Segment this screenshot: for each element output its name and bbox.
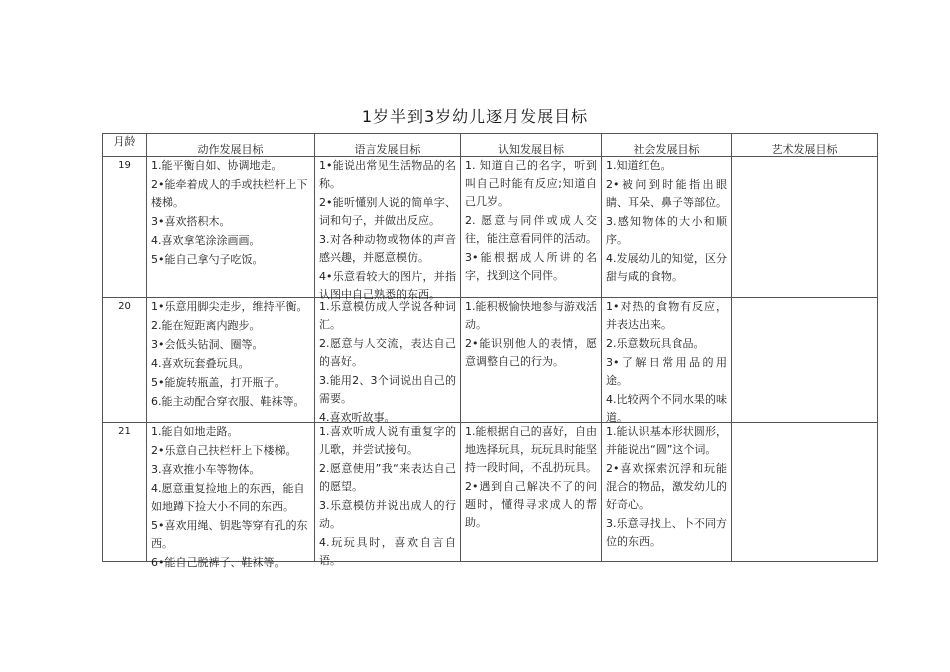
language-goals-cell [315, 157, 461, 301]
goal-item: 6.能主动配合穿衣服、鞋袜等。 [151, 395, 305, 408]
cognition-goals-cell [461, 423, 602, 562]
cognition-goals-list [465, 423, 597, 561]
art-goals-list [736, 423, 873, 561]
goal-item: 1•乐意用脚尖走步，维持平衡。 [151, 300, 308, 313]
age-cell: 20 [103, 298, 147, 423]
header-motor: 动作发展目标 [147, 134, 315, 157]
art-goals-list [736, 157, 873, 297]
goal-item: 5•能自己拿勺子吃饭。 [151, 253, 264, 266]
goal-item: 4.喜欢听故事。 [319, 411, 396, 424]
goal-item: 3•能根据成人所讲的名字，找到这个同伴。 [465, 251, 597, 282]
goal-item: 5•能旋转瓶盖，打开瓶子。 [151, 376, 286, 389]
goal-item: 2.愿意与人交流，表达自己的喜好。 [319, 337, 456, 368]
goal-item: 3.能用2、3个词说出自己的需要。 [319, 374, 456, 405]
art-goals-list [736, 298, 873, 422]
goal-item: 1.能平衡自如、协调地走。 [151, 159, 283, 172]
header-art: 艺术发展目标 [732, 134, 878, 157]
goal-item: 3.乐意寻找上、卜不同方位的东西。 [606, 517, 727, 548]
motor-goals-cell [147, 157, 315, 298]
header-language: 语言发展目标 [315, 134, 461, 157]
goal-item: 3.对各种动物或物体的声音感兴趣，并愿意模仿。 [319, 233, 456, 264]
goal-item: 2.乐意数玩具食品。 [606, 337, 705, 350]
goal-item: 4.比较两个不同水果的味道。 [606, 393, 727, 424]
header-social: 社会发展目标 [602, 134, 732, 157]
goal-item: 4•乐意看较大的图片，并指认图中自己熟悉的东西。 [319, 270, 456, 301]
goal-item: 4.喜欢拿笔涂涂画画。 [151, 234, 261, 247]
goal-item: 2•被问到时能指出眼睛、耳朵、鼻子等部位。 [606, 178, 727, 209]
cognition-goals-cell [461, 157, 602, 298]
goal-item: 4.发展幼儿的知觉，区分甜与咸的食物。 [606, 252, 727, 283]
art-goals-cell [732, 298, 878, 423]
goal-item: 1•对热的食物有反应，并表达出来。 [606, 300, 727, 331]
goal-item: 3•了解日常用品的用途。 [606, 356, 727, 387]
social-goals-list [606, 298, 727, 422]
language-goals-cell [315, 423, 461, 567]
goal-item: 1.能积极愉快地参与游戏活动。 [465, 300, 597, 331]
motor-goals-list [151, 298, 310, 422]
goal-item: 1.知道红色。 [606, 159, 672, 172]
goal-item: 4.愿意重复捡地上的东西，能自如地蹲下捡大小不同的东西。 [151, 482, 305, 513]
development-goals-table [102, 133, 878, 569]
goal-item: 1.能认识基本形状圆形，并能说出“圆”这个词。 [606, 425, 727, 456]
cognition-goals-list [465, 298, 597, 422]
table-row [103, 157, 878, 298]
cognition-goals-list [465, 157, 597, 297]
goal-item: 2•能听懂别人说的简单字、词和句子，并做出反应。 [319, 196, 456, 227]
header-cognition: 认知发展目标 [461, 134, 602, 157]
goal-item: 2. 愿意与同伴或成人交往，能注意看同伴的活动。 [465, 214, 597, 245]
goal-item: 2.能在短距离内跑步。 [151, 319, 261, 332]
goal-item: 5•喜欢用绳、钥匙等穿有孔的东西。 [151, 519, 308, 550]
goal-item: 2•喜欢探索沉浮和玩能混合的物品，激发幼儿的好奇心。 [606, 462, 727, 511]
goal-item: 4.喜欢玩套叠玩具。 [151, 357, 250, 370]
goal-item: 2.愿意使用”我“来表达自己的愿望。 [319, 462, 456, 493]
art-goals-cell [732, 157, 878, 298]
goal-item: 3.乐意模仿并说出成人的行动。 [319, 499, 456, 530]
goal-item: 1•能说出常见生活物品的名称。 [319, 159, 456, 190]
social-goals-list [606, 423, 727, 561]
goal-item: 2•遇到自己解决不了的问题时，懂得寻求成人的帮助。 [465, 480, 597, 529]
goal-item: 6•能自己脱裤子、鞋袜等。 [151, 556, 286, 569]
motor-goals-cell [147, 298, 315, 423]
goal-item: 3•喜欢搭积木。 [151, 215, 231, 228]
goal-item: 3.喜欢推小车等物体。 [151, 463, 261, 476]
table-header-row [103, 134, 878, 157]
social-goals-cell [602, 298, 732, 423]
goal-item: 3.感知物体的大小和顺序。 [606, 215, 727, 246]
table-row [103, 423, 878, 562]
language-goals-cell [315, 298, 461, 423]
social-goals-cell [602, 423, 732, 562]
table-row [103, 298, 878, 423]
age-cell: 21 [103, 423, 147, 562]
goal-item: 1.能根据自己的喜好，自由地选择玩具，玩玩具时能坚持一段时间，不乱扔玩具。 [465, 425, 597, 474]
language-goals-list [319, 423, 456, 567]
art-goals-cell [732, 423, 878, 562]
motor-goals-list [151, 157, 310, 297]
motor-goals-list [151, 423, 310, 569]
cognition-goals-cell [461, 298, 602, 423]
goal-item: 1.乐意模仿成人学说各种词汇。 [319, 300, 456, 331]
header-age: 月龄 [103, 134, 147, 157]
goal-item: 3•会低头钻洞、圈等。 [151, 338, 264, 351]
motor-goals-cell [147, 423, 315, 569]
age-cell: 19 [103, 157, 147, 298]
goal-item: 1.能自如地走路。 [151, 425, 239, 438]
goal-item: 2•能识别他人的表情，愿意调整自己的行为。 [465, 337, 597, 368]
goal-item: 4.玩玩具时，喜欢自言自语。 [319, 536, 456, 567]
document-title: 1岁半到3岁幼儿逐月发展目标 [361, 107, 589, 126]
social-goals-cell [602, 157, 732, 298]
goal-item: 2•乐意自己扶栏杆上下楼梯。 [151, 444, 297, 457]
goal-item: 2•能牵着成人的手或扶栏杆上下楼梯。 [151, 178, 308, 209]
language-goals-list [319, 298, 456, 422]
goal-item: 1. 知道自己的名字，听到叫自己时能有反应;知道自己几岁。 [465, 159, 597, 208]
language-goals-list [319, 157, 456, 301]
social-goals-list [606, 157, 727, 297]
goal-item: 1.喜欢听成人说有重复字的儿歌，并尝试接句。 [319, 425, 456, 456]
